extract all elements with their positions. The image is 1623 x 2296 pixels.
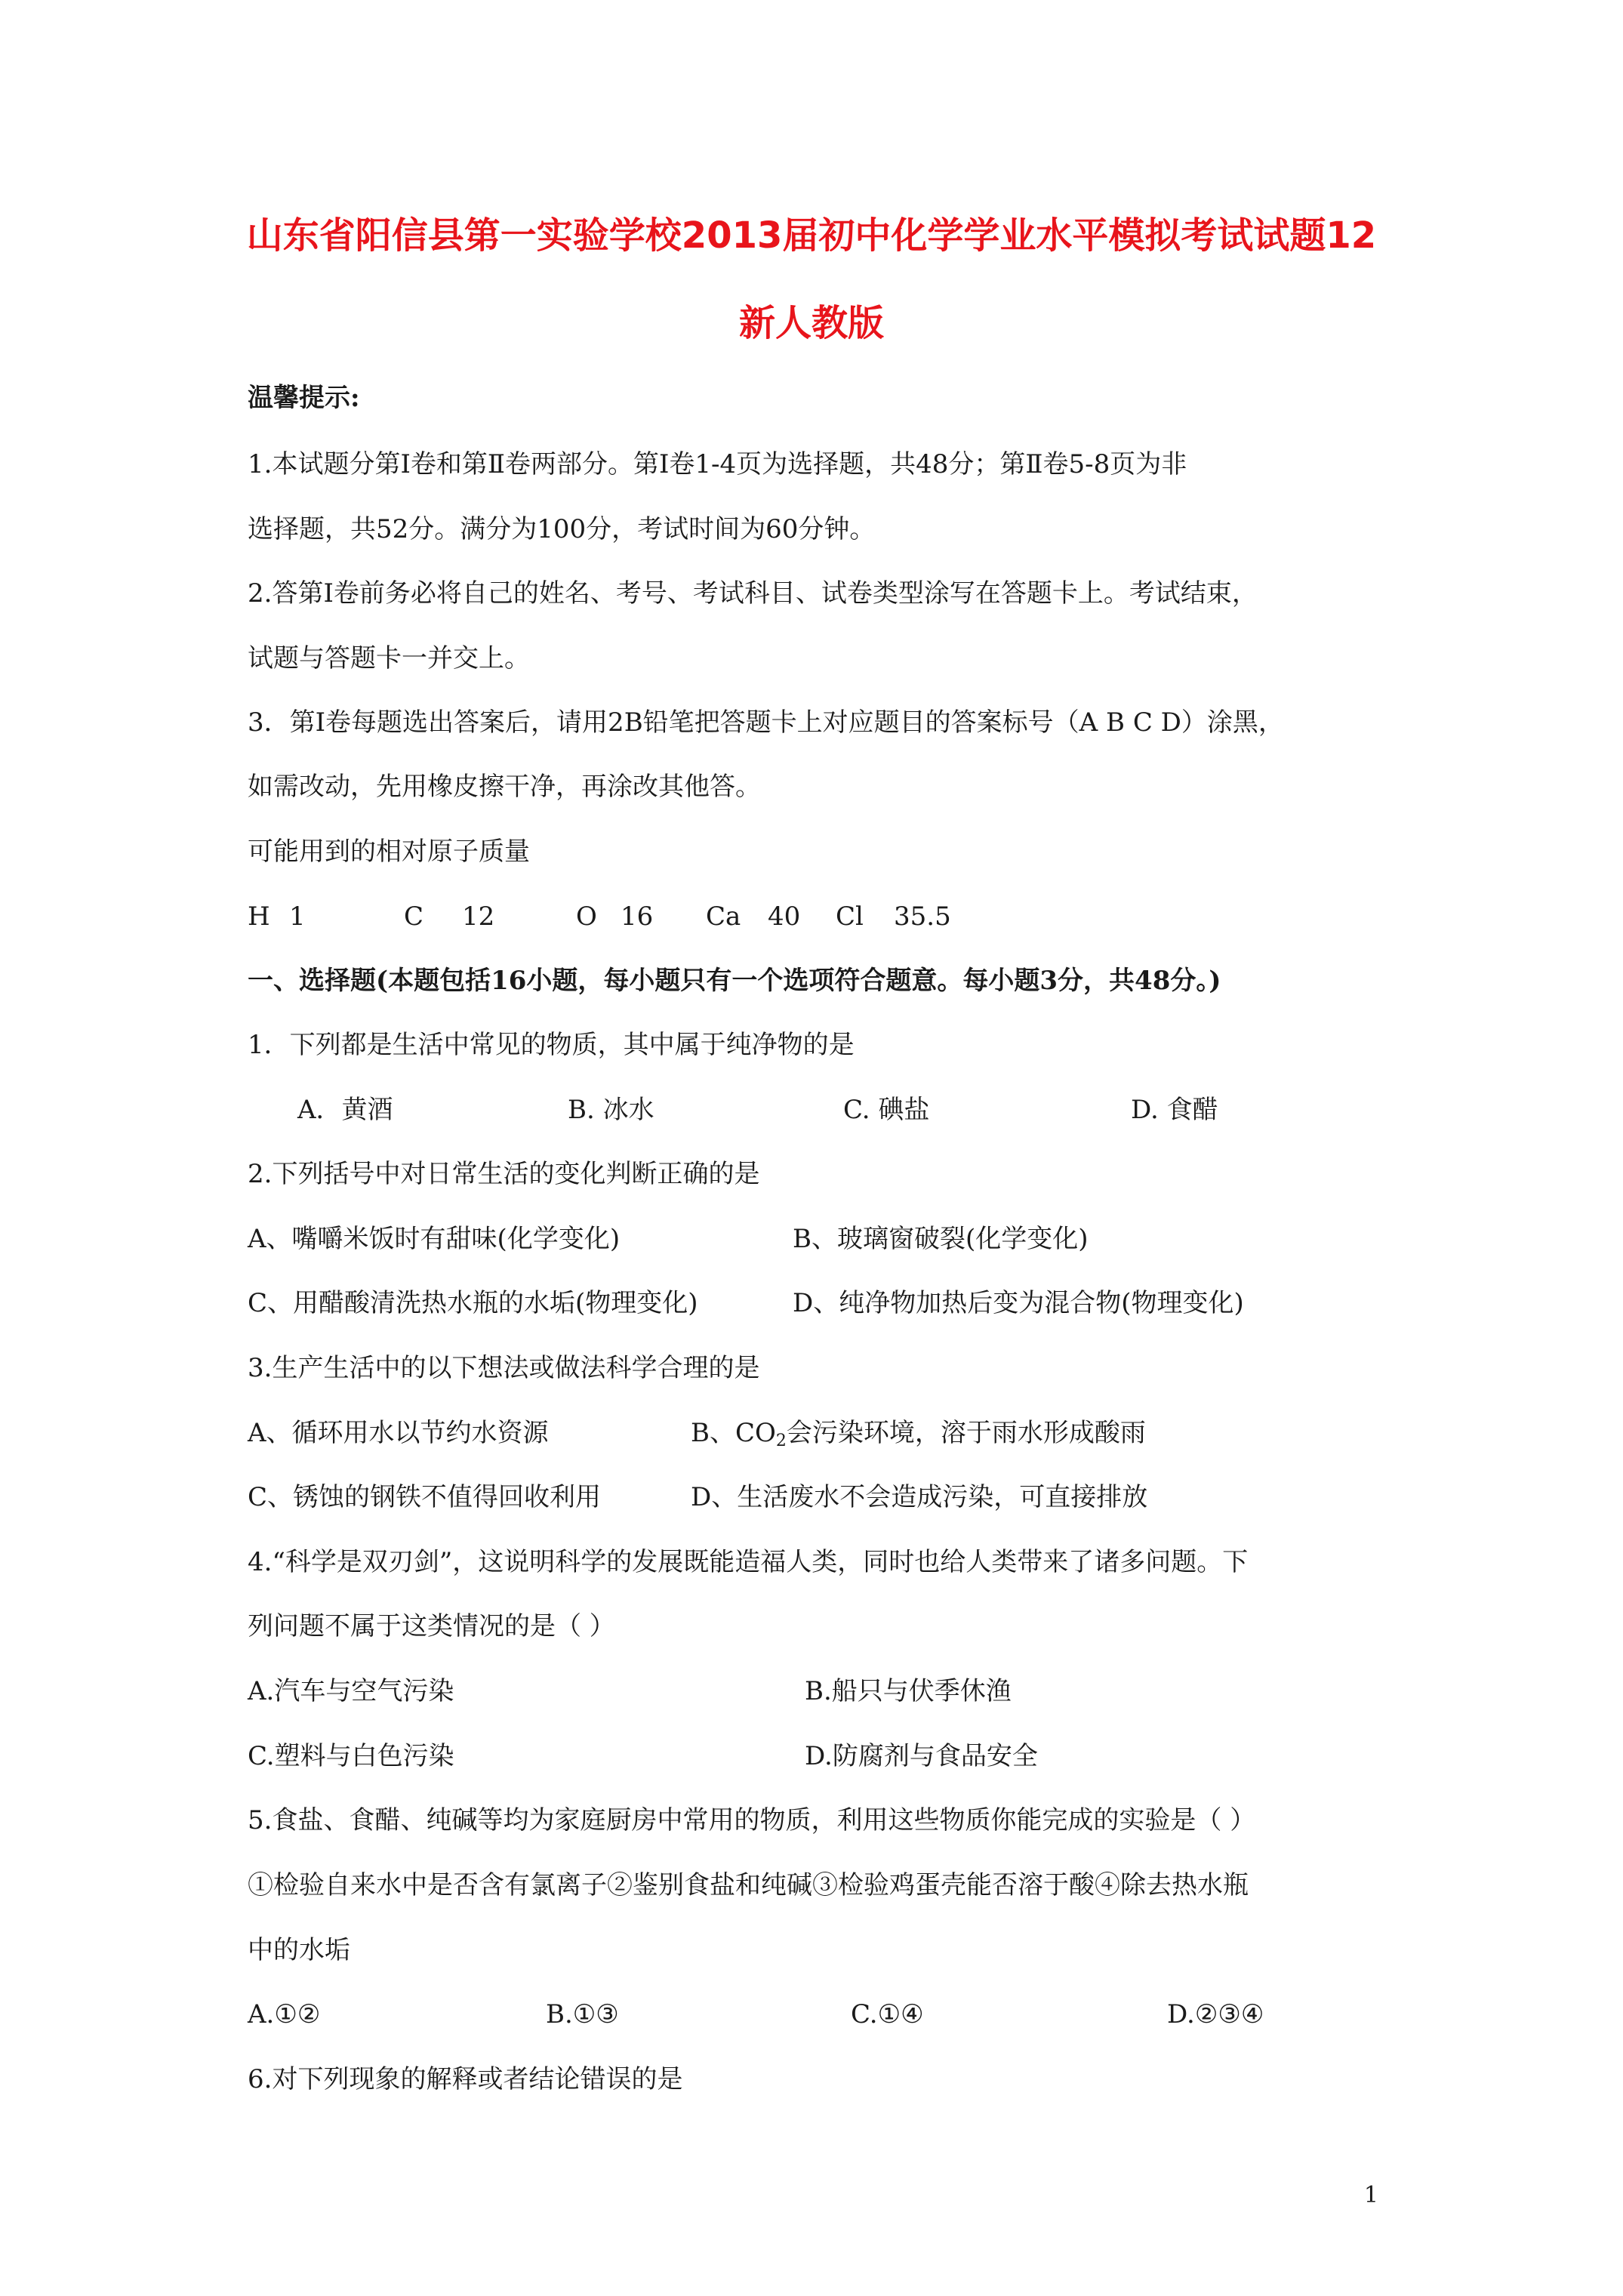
element-mass: 12 — [462, 901, 495, 932]
option-b: B.①③ — [546, 1999, 619, 2029]
co2-subscript: 2 — [775, 1432, 787, 1450]
question-stem: 4.“科学是双刃剑”，这说明科学的发展既能造福人类，同时也给人类带来了诸多问题。下 — [248, 1547, 1249, 1577]
option-a: A.汽车与空气污染 — [248, 1676, 454, 1706]
element-mass: 40 — [768, 901, 801, 932]
option-d: D、生活废水不会造成污染，可直接排放 — [691, 1482, 1148, 1512]
question-stem: 中的水垢 — [248, 1935, 350, 1965]
option-d: D.防腐剂与食品安全 — [805, 1741, 1038, 1771]
option-a: A、嘴嚼米饭时有甜味(化学变化) — [248, 1224, 621, 1254]
notice-line: 2.答第Ⅰ卷前务必将自己的姓名、考号、考试科目、试卷类型涂写在答题卡上。考试结束， — [248, 578, 1258, 609]
option-a: A、循环用水以节约水资源 — [248, 1418, 549, 1448]
element-symbol: Cl — [836, 901, 864, 932]
option-b-text: 会污染环境，溶于雨水形成酸雨 — [786, 1418, 1146, 1448]
question-stem: 列问题不属于这类情况的是（ ） — [248, 1611, 615, 1641]
option-a: A.①② — [248, 1999, 321, 2029]
option-c: C. 碘盐 — [843, 1095, 930, 1125]
option-b: B.船只与伏季休渔 — [805, 1676, 1012, 1706]
exam-title-line2: 新人教版 — [738, 302, 884, 344]
option-b: B、玻璃窗破裂(化学变化) — [793, 1224, 1089, 1254]
element-symbol: C — [404, 901, 424, 932]
atomic-mass-label: 可能用到的相对原子质量 — [248, 837, 530, 867]
question-stem: 6.对下列现象的解释或者结论错误的是 — [248, 2064, 683, 2094]
notice-line: 3．第Ⅰ卷每题选出答案后，请用2B铅笔把答题卡上对应题目的答案标号（A B C D）涂黑， — [248, 707, 1284, 738]
option-c: C.塑料与白色污染 — [248, 1741, 454, 1771]
element-mass: 1 — [289, 901, 306, 932]
element-mass: 16 — [621, 901, 654, 932]
option-c: C.①④ — [851, 1999, 924, 2029]
notice-line: 试题与答题卡一并交上。 — [248, 643, 530, 673]
element-symbol: H — [248, 901, 270, 932]
option-d: D.②③④ — [1167, 1999, 1264, 2029]
option-b-prefix: B、CO — [691, 1418, 776, 1448]
element-symbol: O — [576, 901, 597, 932]
question-stem: ①检验自来水中是否含有氯离子②鉴别食盐和纯碱③检验鸡蛋壳能否溶于酸④除去热水瓶 — [248, 1870, 1249, 1900]
notice-line: 选择题，共52分。满分为100分，考试时间为60分钟。 — [248, 514, 876, 544]
option-a: A．黄酒 — [297, 1095, 393, 1125]
notice-heading: 温馨提示: — [248, 383, 360, 413]
page-number: 1 — [1363, 2182, 1378, 2208]
exam-title-line1: 山东省阳信县第一实验学校2013届初中化学学业水平模拟考试试题12 — [246, 214, 1377, 257]
section-heading: 一、选择题(本题包括16小题，每小题只有一个选项符合题意。每小题3分，共48分。) — [248, 966, 1221, 996]
option-b — [691, 1416, 1146, 1450]
question-stem: 5.食盐、食醋、纯碱等均为家庭厨房中常用的物质，利用这些物质你能完成的实验是（ ） — [248, 1805, 1256, 1835]
option-c: C、锈蚀的钢铁不值得回收利用 — [248, 1482, 602, 1512]
notice-line: 1.本试题分第Ⅰ卷和第Ⅱ卷两部分。第Ⅰ卷1-4页为选择题，共48分；第Ⅱ卷5-8页为非 — [248, 449, 1187, 479]
element-mass: 35.5 — [894, 901, 951, 932]
option-b: B. 冰水 — [568, 1095, 654, 1125]
option-d: D. 食醋 — [1131, 1095, 1218, 1125]
option-c: C、用醋酸清洗热水瓶的水垢(物理变化) — [248, 1288, 698, 1318]
question-stem: 3.生产生活中的以下想法或做法科学合理的是 — [248, 1353, 760, 1383]
notice-line: 如需改动，先用橡皮擦干净，再涂改其他答。 — [248, 772, 761, 802]
question-stem: 2.下列括号中对日常生活的变化判断正确的是 — [248, 1159, 760, 1189]
option-d: D、纯净物加热后变为混合物(物理变化) — [793, 1288, 1244, 1318]
question-stem: 1．下列都是生活中常见的物质，其中属于纯净物的是 — [248, 1030, 855, 1060]
element-symbol: Ca — [706, 901, 741, 932]
